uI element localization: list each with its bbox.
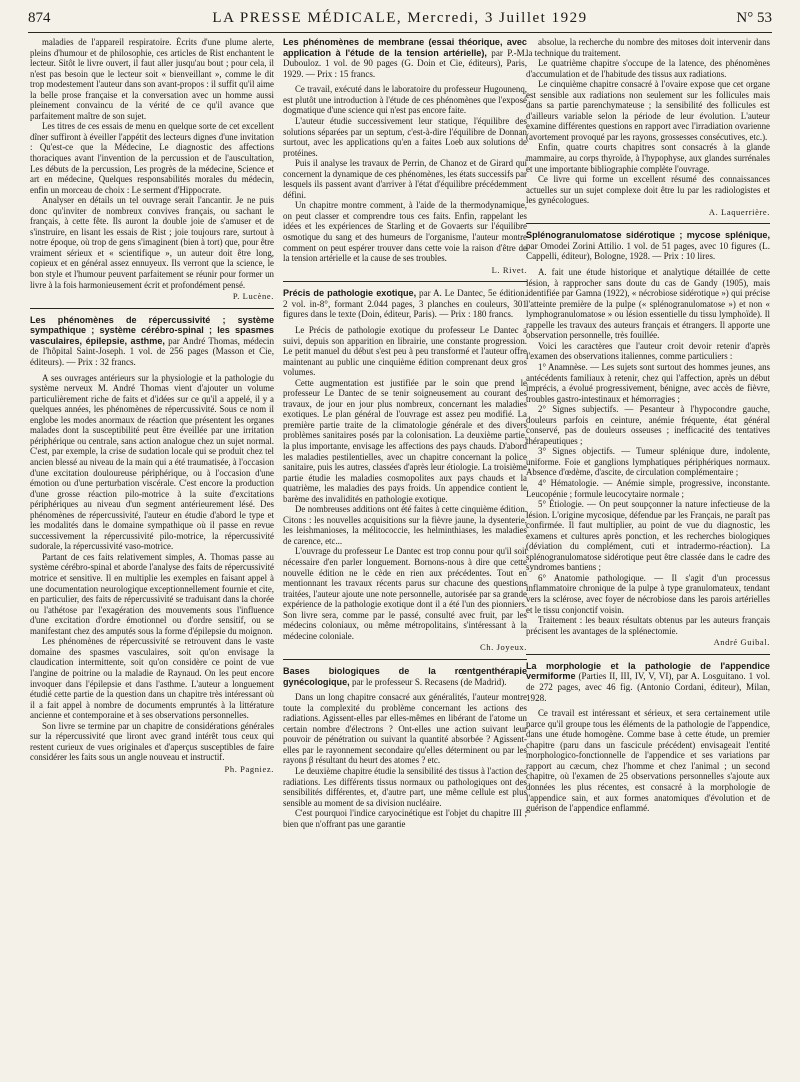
paragraph: 2° Signes subjectifs. — Pesanteur à l'hypocondre gauche, douleurs parfois en ceinture, anémie fréquente, état général conservé, pas de douleurs osseuses ; inefficacité des tentatives thérapeutiques ; <box>526 404 770 446</box>
paragraph: 1° Anamnèse. — Les sujets sont surtout des hommes jeunes, ans antécédents familiaux à retenir, chez qui l'affection, après un début imprécis, a évolué progressivement, bénigne, avec accès de fièvre, troubles gastro-intestinaux et hémorragies ; <box>526 362 770 404</box>
paragraph: L'auteur étudie successivement leur statique, l'équilibre des solutions séparées par un septum, c'est-à-dire l'équilibre de Donnan surtout, avec les applications qu'en a faites Loeb aux solutions de protéines. <box>283 116 527 158</box>
section-divider <box>283 281 527 282</box>
section-divider <box>283 659 527 660</box>
reviewer-signature: André Guibal. <box>713 637 770 648</box>
review-citation: par A. Le Dantec, 5e édition. 2 vol. in-8°, formant 2.044 pages, 3 planches en couleurs, 301 figures dans le texte (Doin, éditeur, Paris). — Prix : 180 francs. <box>283 288 527 320</box>
paragraph: 6° Anatomie pathologique. — Il s'agit d'un processus inflammatoire chronique de la pulpe à type granulomateux, tendant vers la sclérose, avec foyer de nécrobiose dans les parois artérielles et le tissu conjonctif voisin. <box>526 572 770 615</box>
review-heading <box>283 37 527 79</box>
reviewer-signature: Ch. Joyeux. <box>480 642 527 653</box>
page-number: 874 <box>28 10 51 26</box>
paragraph: 3° Signes objectifs. — Tumeur splénique dure, indolente, uniforme. Foie et ganglions lymphatiques périphériques normaux. Absence d'œdème, d'ascite, de circulation complémentaire ; <box>526 446 770 478</box>
paragraph: Les phénomènes de répercussivité se retrouvent dans le vaste domaine des spasmes vasculaires, soit qu'on envisage la claudication intermittente, soit qu'on considère ce point de vue l'angine de poitrine ou la maladie de Raynaud. On les peut encore invoquer dans l'épilepsie et dans l'asthme. L'auteur a longuement étudié cette partie de la question dans un chapitre très intéressant où il a fait appel à nombre de documents empruntés à la littérature ancienne et contemporaine et à ses observations personnelles. <box>30 636 274 721</box>
review-citation: par le professeur S. Recasens (de Madrid). <box>349 676 507 687</box>
review-title: Précis de pathologie exotique, <box>283 288 417 299</box>
paragraph: Enfin, quatre courts chapitres sont consacrés à la glande mammaire, au corps thyroïde, à l'hypophyse, aux glandes surrénales et une importante bibliographie complète l'ouvrage. <box>526 142 770 174</box>
paragraph: Ce travail, exécuté dans le laboratoire du professeur Hugounenq, est plutôt une introduction à l'étude de ces phénomènes que l'exposé dogmatique d'une science qui n'est pas encore faite. <box>283 84 527 116</box>
column-right <box>526 37 770 1077</box>
review-citation: par P.-M. Dubouloz. 1 vol. de 90 pages (G. Doin et Cie, éditeurs), Paris, 1929. — Prix : 15 francs. <box>283 47 527 79</box>
issue-number: N° 53 <box>736 10 772 26</box>
reviewer-signature: L. Rivet. <box>491 264 527 275</box>
paragraph: Voici les caractères que l'auteur croit devoir retenir d'après l'examen des observations italiennes, comme particuliers : <box>526 340 770 362</box>
paragraph: Analyser en détails un tel ouvrage serait l'ancantir. Je ne puis donc qu'inviter de nombreux convives français, ou sachant le français, à cette fête. Ils auront la double joie de s'amuser et de s'instruire, en lisant les essais de Rist ; joie toujours rare, surtout à notre époque, où trop de gens s'imaginent (bien à tort) que, pour être vraiment sérieux et « scientifique », un auteur doit être long, copieux et en général assez ennuyeux. Ils verront que la science, le bon style et l'humour peuvent parfaitement se réunir pour former un livre à la fois harmonieusement écrit et profondément pensé. <box>30 195 274 290</box>
paragraph: Le deuxième chapitre étudie la sensibilité des tissus à l'action des radiations. Les différents tissus normaux ou pathologiques ont des sensibilités différentes, et, d'autre part, une même cellule est plus sensible au moment de sa division nucléaire. <box>283 765 527 808</box>
review-citation: par Omodei Zorini Attilio. 1 vol. de 51 pages, avec 10 figures (L. Cappelli, éditeur), Bologne, 1928. — Prix : 10 lires. <box>526 240 770 262</box>
paragraph: Dans un long chapitre consacré aux généralités, l'auteur montre toute la complexité du problème concernant les actions des radiations. Agissent-elles par elles-mêmes en libérant de l'atome un certain nombre d'électrons ? Ont-elles une action suivant leur pouvoir de pénétration ou suivant la quantité absorbée ? Agissent-elles par le rayonnement secondaire qu'elles déterminent ou par les rayons β résultant du heurt des atomes ? etc. <box>283 692 527 766</box>
paragraph: A ses ouvrages antérieurs sur la physiologie et la pathologie du système nerveux M. André Thomas vient d'ajouter un volume particulièrement riche de faits et d'idées sur ce qu'il a appelé, il y a quelques années, les phénomènes de répercussivité. Sous ce nom il englobe les modes anormaux de réaction que présentent les organes malades dont la susceptibilité peut être éveillée par une irritation périphérique ou centrale, sans action analogue chez un sujet normal. C'est, par exemple, la crise de sudation locale qui se produit chez tel ancien blessé au niveau de la main qui a été traumatisée, à l'occasion d'une excitation douloureuse périphérique, ou à l'occasion d'une émotion ou d'une perturbation viscérale. C'est encore la production d'une grosse réaction pilo-motrice à la suite d'excitations périphériques au niveau d'un segment antérieurement lésé. Des phénomènes de répercussivité, l'auteur en étudie d'abord le type et les modalités dans le domaine sympathique où il passe en revue successivement la répercussivité pilo-motrice, la répercussivité sudorale, la répercussivité vaso-motrice. <box>30 372 274 552</box>
section-divider <box>526 654 770 655</box>
paragraph: absolue, la recherche du nombre des mitoses doit intervenir dans la technique du traitement. <box>526 37 770 58</box>
paragraph: Le Précis de pathologie exotique du professeur Le Dantec a suivi, depuis son apparition en librairie, une constante progression. Le petit manuel du début s'est peu à peu transformé et l'auteur offre maintenant au public une cinquième édition comprenant deux gros volumes. <box>283 325 527 378</box>
paragraph: 4° Hématologie. — Anémie simple, progressive, inconstante. Leucopénie ; formule leucocytaire normale ; <box>526 478 770 499</box>
paragraph: Ce travail est intéressant et sérieux, et sera certainement utile parce qu'il groupe tous les éléments de la pathologie de l'appendice, dans une étude homogène. Comme base à cette étude, un premier chapitre (paru dans un fascicule précédent) envisageait l'entité morphologico-fonctionnelle de l'appendice et ses variations par rapport au cæcum, chez l'homme et chez l'animal ; un second chapitre, où l'examen de 25 observations personnelles s'ajoute aux données les plus récentes, est consacré à la morphologie de l'appendice sain, et aux formes anatomiques d'évolution et de guérison de l'appendice enflammé. <box>526 708 770 814</box>
review-heading <box>30 315 274 368</box>
paragraph: maladies de l'appareil respiratoire. Écrits d'une plume alerte, pleins d'humour et de philosophie, ces articles de Rist enchantent le lecteur. Sitôt le livre ouvert, il faut aller jusqu'au bout ; pour cela, il n'est pas besoin que le lecteur soit « bienveillant », comme le dit trop modestement l'auteur dans son avant-propos : il suffit qu'il aime la belle prose française et la conversation avec un homme aussi pleinement convaincu de la vérité de ce qu'il avance que parfaitement maître de son sujet. <box>30 37 274 121</box>
review-title: Les phénomènes de répercussivité ; système sympathique ; système cérébro-spinal ; les spasmes vasculaires, épilepsie, asthme, <box>30 314 274 346</box>
review-heading <box>283 666 527 687</box>
journal-header <box>28 4 772 33</box>
review-title: Les phénomènes de membrane (essai théorique, avec application à l'étude de la tension artérielle), <box>283 37 527 58</box>
paragraph: C'est pourquoi l'indice caryocinétique est l'objet du chapitre III ; bien que n'offrant pas une garantie <box>283 808 527 829</box>
reviewer-signature: P. Lucène. <box>232 291 274 302</box>
paragraph: Cette augmentation est justifiée par le soin que prend le professeur Le Dantec de se tenir soigneusement au courant des travaux, de jour en jour plus nombreux, concernant les maladies exotiques. Le plan général de l'ouvrage est assez peu modifié. La première partie traite de la climatologie générale et des divers problèmes sanitaires posés par la colonisation. La deuxième partie, la plus importante, envisage les affections des pays chauds. D'abord les maladies pestilentielles, avec un chapitre concernant la police sanitaire, puis les autres, classées d'après leur étiologie. La troisième partie étudie les maladies cosmopolites aux pays chauds et la quatrième, les maladies des pays froids. Un appendice contient le barème des invalidités en pathologie exotique. <box>283 377 527 504</box>
column-middle <box>283 37 527 1077</box>
review-heading <box>283 288 527 320</box>
paragraph: Le cinquième chapitre consacré à l'ovaire expose que cet organe est sensible aux radiations non seulement sur les follicules mais dans sa partie parenchymateuse ; la sensibilité des follicules est d'ailleurs variable selon la période de leur évolution. L'auteur examine différentes questions en rapport avec l'irradiation ovarienne (avortement provoqué par les rayons, grossesses consécutives, etc.). <box>526 79 770 142</box>
review-heading <box>526 230 770 262</box>
review-citation: par André Thomas, médecin de l'hôpital Saint-Joseph. 1 vol. de 256 pages (Masson et Cie, éditeurs). — Prix : 32 francs. <box>30 335 274 368</box>
paragraph: Ce livre qui forme un excellent résumé des connaissances actuelles sur un sujet complexe doit être lu par les radiologistes et les gynécologues. <box>526 174 770 206</box>
review-title: La morphologie et la pathologie de l'appendice vermiforme <box>526 660 770 682</box>
review-title: Bases biologiques de la rœntgenthérapie gynécologique, <box>283 665 527 687</box>
reviewer-signature: A. Laquerrière. <box>708 206 770 217</box>
journal-title: LA PRESSE MÉDICALE, Mercredi, 3 Juillet 1929 <box>212 10 588 26</box>
review-citation: (Parties II, III, IV, V, VI), par A. Losguitano. 1 vol. de 272 pages, avec 46 fig. (Antonio Cordani, éditeur), Milan, 1928. <box>526 671 770 703</box>
paragraph: L'ouvrage du professeur Le Dantec est trop connu pour qu'il soit nécessaire d'en parler longuement. Bornons-nous à dire que cette nouvelle édition ne le cède en rien aux précédentes. Tout en mentionnant les travaux récents parus sur chacune des questions traitées, l'auteur ajoute une note personnelle, autorisée par sa grande expérience de la pathologie exotique dont il a été l'un des pionniers. Son livre sera, comme par le passé, consulté avec fruit, par les médecins coloniaux, ou même métropolitains, s'intéressant à la médecine coloniale. <box>283 546 527 641</box>
paragraph: Les titres de ces essais de menu en quelque sorte de cet excellent dîner suffiront à éveiller l'appétit des lecteurs dignes d'une invitation : Qu'est-ce que la Médecine, Le diagnostic des affections thoraciques avant l'invention de la percussion et de l'auscultation, Les débuts de la percussion, Les progrès de la médecine, Science et art en médecine, Quelques responsabilités morales du médecin, enfin un morceau de choix : Le serment d'Hippocrate. <box>30 121 274 195</box>
paragraph: Traitement : les beaux résultats obtenus par les auteurs français précisent les avantages de la splénectomie. <box>526 615 770 636</box>
section-divider <box>526 223 770 224</box>
paragraph: Son livre se termine par un chapitre de considérations générales sur la répercussivité que liront avec grand intérêt tous ceux qui restent curieux de vues originales et d'aperçus susceptibles de faire considérer les faits sous un angle nouveau et instructif. <box>30 720 274 763</box>
paragraph: De nombreuses additions ont été faites à cette cinquième édition. Citons : les nouvelles acquisitions sur la fièvre jaune, la dysenterie, les leishmanioses, la mélitococcie, les helminthiases, les maladies de carence, etc... <box>283 504 527 546</box>
section-divider <box>30 308 274 309</box>
review-title: Splénogranulomatose sidérotique ; mycose splénique, <box>526 230 770 241</box>
paragraph: 5° Étiologie. — On peut soupçonner la nature infectieuse de la lésion. L'origine mycosique, défendue par les Français, ne paraît pas confirmée. Il faut multiplier, au point de vue du diagnostic, les examens et cultures après ponction, et les recherches biologiques (déviation du complément, cuti et intradermo-réaction). La splénogranulomatose sidérotique peut être classée dans le cadre des syndromes bantiens ; <box>526 499 770 573</box>
paragraph: Le quatrième chapitre s'occupe de la latence, des phénomènes d'accumulation et de l'habitude des tissus aux radiations. <box>526 58 770 79</box>
paragraph: Un chapitre montre comment, à l'aide de la thermodynamique, on peut classer et comprendre tous ces faits. Enfin, rappelant les idées et les expériences de Starling et de Govaerts sur l'équilibre osmotique du sang et des humeurs de l'organisme, l'auteur montre comment on peut espérer trouver dans cette voie la raison d'être de la tension artérielle et la cause de ses troubles. <box>283 200 527 264</box>
paragraph: Puis il analyse les travaux de Perrin, de Chanoz et de Girard qui concernent la dynamique de ces phénomènes, les états successifs par lesquels ils passent avant d'arriver à l'état d'équilibre précédemment défini. <box>283 158 527 200</box>
paragraph: Partant de ces faits relativement simples, A. Thomas passe au système cérébro-spinal et aborde l'analyse des faits de répercussivité motrice et sensitive. Il en multiplie les exemples en faisant appel à une documentation neurologique exceptionnellement fournie et cite, en particulier, des faits de répercussivité se traduisant dans la chorée ou l'athétose par l'exagération des mouvements sous l'influence d'une excitation d'ordre émotionnel ou d'ordre sensitif, ou se manifestant chez des amputés sous la forme d'épilepsie du moignon. <box>30 551 274 636</box>
review-heading <box>526 661 770 703</box>
reviewer-signature: Ph. Pagniez. <box>224 763 274 774</box>
column-left <box>30 37 274 1077</box>
paragraph: A. fait une étude historique et analytique détaillée de cette lésion, à rapprocher sans doute du cas de Gandy (1905), mais identifiée par Gamna (1922), « nécrobiose sidérotique ») qui précise l'atteinte première de la pulpe (« splénogranulomatose ») et non « lymphogranulomatose » ou lésion essentielle du tissu lymphoïde). Il rappelle les travaux des auteurs français et étrangers. Il apporte une observation personnelle, très fouillée. <box>526 267 770 341</box>
